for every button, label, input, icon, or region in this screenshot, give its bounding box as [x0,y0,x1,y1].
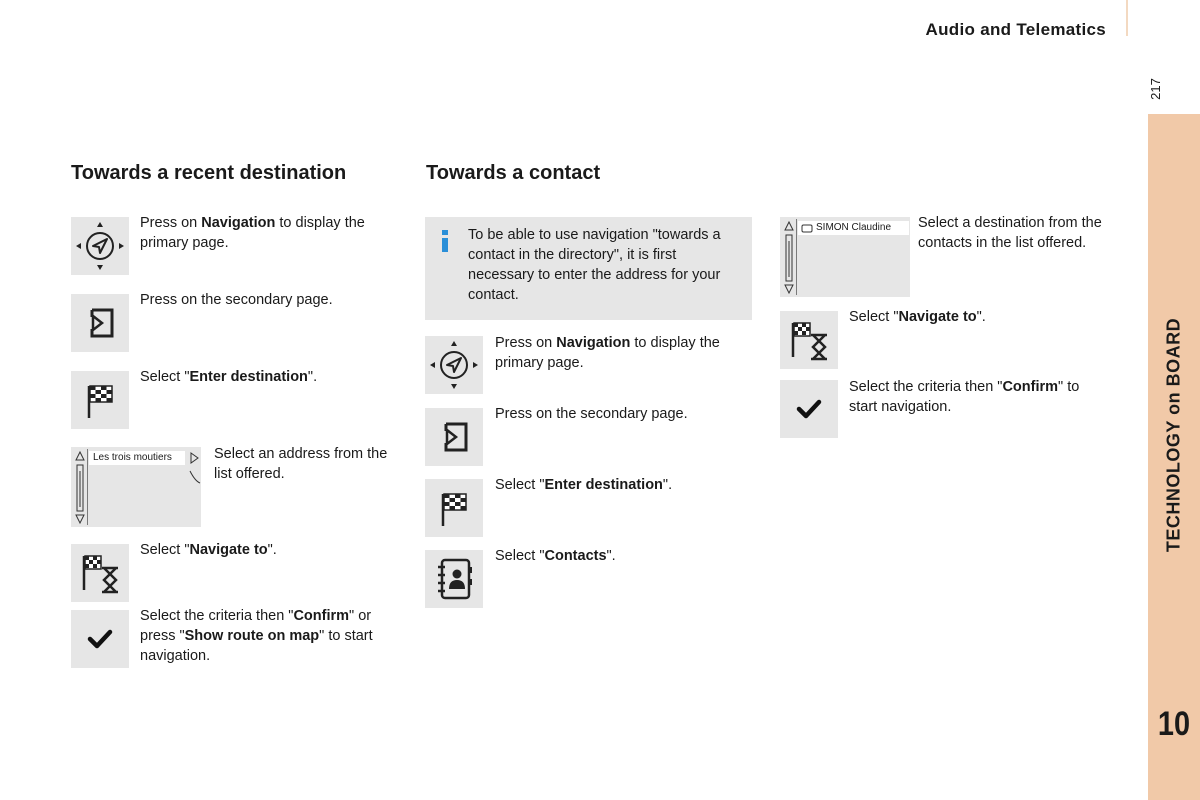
contact-card-icon [801,224,813,233]
step-text: Press on Navigation to display the primary page. [495,335,720,371]
play-right-icon [189,451,201,487]
step-text: Select an address from the list offered. [214,446,388,482]
section-heading-recent: Towards a recent destination [71,162,347,184]
checkered-flag-icon [425,479,483,537]
address-list-item: Les trois moutiers [89,451,185,465]
contacts-book-icon [425,550,483,608]
section-heading-contact: Towards a contact [426,162,601,184]
step-text: Press on Navigation to display the primary page. [140,215,365,251]
checkmark-icon [71,610,129,668]
checkered-flag-icon [71,371,129,429]
step-text: Select "Enter destination". [140,369,318,385]
screen-scrollbar [782,219,797,295]
info-box [425,217,752,320]
info-text: To be able to use navigation "towards a contact in the directory", it is first necessary to enter the address for your contact. [468,227,721,303]
info-icon [439,229,451,253]
step-text: Select "Navigate to". [140,542,277,558]
screen-scrollbar [73,449,88,525]
step-text: Select "Navigate to". [849,309,986,325]
flag-hourglass-icon [71,544,129,602]
step-text: Select the criteria then "Confirm" to start navigation. [849,379,1080,415]
step-text: Select a destination from the contacts in the list offered. [918,215,1102,251]
step-text: Press on the secondary page. [140,292,333,308]
navigation-dial-icon [425,336,483,394]
secondary-page-icon [425,408,483,466]
contacts-list-screen [780,217,910,297]
chapter-label: TECHNOLOGY on BOARD [1163,317,1184,553]
step-text: Press on the secondary page. [495,406,688,422]
checkmark-icon [780,380,838,438]
flag-hourglass-icon [780,311,838,369]
contact-list-item: SIMON Claudine [798,221,909,235]
address-list-screen [71,447,201,527]
page-number: 217 [1147,78,1163,100]
chapter-number: 10 [1157,705,1191,743]
step-text: Select the criteria then "Confirm" or press "Show route on map" to start navigation. [140,608,373,664]
navigation-dial-icon [71,217,129,275]
page-header-title: Audio and Telematics [925,20,1106,39]
step-text: Select "Contacts". [495,548,616,564]
secondary-page-icon [71,294,129,352]
step-text: Select "Enter destination". [495,477,673,493]
header-divider [1126,0,1128,36]
